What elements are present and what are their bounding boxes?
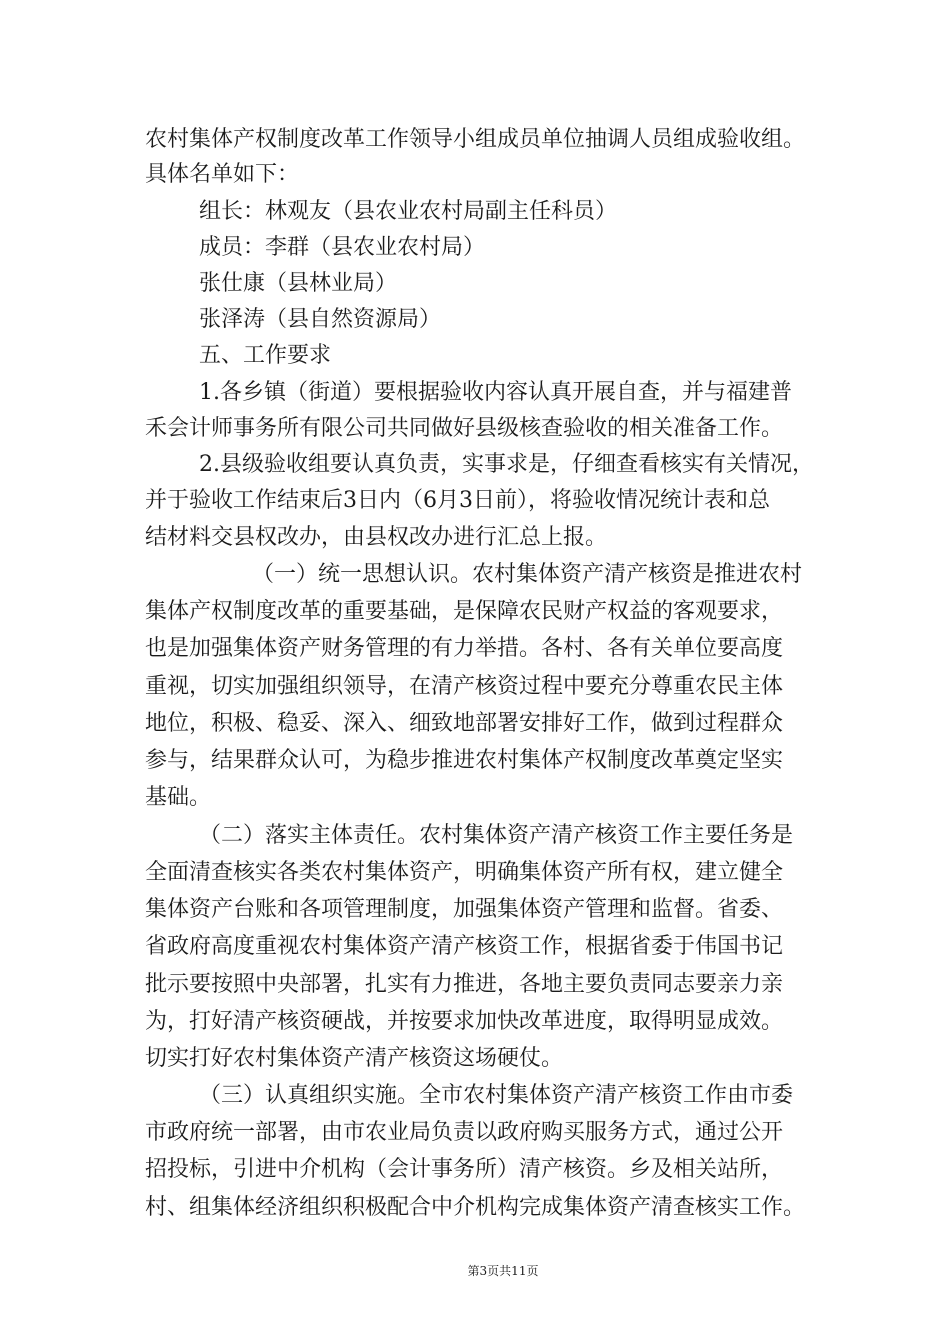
- text-line: 结材料交县权改办，由县权改办进行汇总上报。: [145, 525, 608, 550]
- text-line: 村、组集体经济组织积极配合中介机构完成集体资产清查核实工作。: [145, 1195, 806, 1220]
- text-line: 并于验收工作结束后3日内（6月3日前），将验收情况统计表和总: [145, 488, 770, 513]
- subsection-paragraph-start: （一）统一思想认识。农村集体资产清产核资是推进农村: [252, 562, 803, 587]
- text-line: 全面清查核实各类农村集体资产，明确集体资产所有权，建立健全: [145, 860, 784, 885]
- text-line: 集体资产台账和各项管理制度，加强集体资产管理和监督。省委、: [145, 897, 784, 922]
- page-number-footer: 第3页共11页: [467, 1264, 539, 1278]
- text-line: 农村集体产权制度改革工作领导小组成员单位抽调人员组成验收组。: [145, 127, 806, 152]
- text-line: 地位，积极、稳妥、深入、细致地部署安排好工作，做到过程群众: [145, 711, 784, 736]
- text-line: 张泽涛（县自然资源局）: [199, 307, 442, 332]
- text-line: 成员：李群（县农业农村局）: [199, 235, 486, 260]
- text-line: 市政府统一部署，由市农业局负责以政府购买服务方式，通过公开: [145, 1120, 784, 1145]
- text-line: 基础。: [145, 785, 212, 810]
- text-line: 组长：林观友（县农业农村局副主任科员）: [199, 199, 618, 224]
- section-heading: 五、工作要求: [199, 343, 332, 368]
- text-line: 招投标，引进中介机构（会计事务所）清产核资。乡及相关站所，: [145, 1157, 784, 1182]
- text-line: 也是加强集体资产财务管理的有力举措。各村、各有关单位要高度: [145, 636, 784, 661]
- text-line: 参与，结果群众认可，为稳步推进农村集体产权制度改革奠定坚实: [145, 748, 784, 773]
- text-line: 切实打好农村集体资产清产核资这场硬仗。: [145, 1046, 564, 1071]
- text-line: 重视，切实加强组织领导，在清产核资过程中要充分尊重农民主体: [145, 674, 784, 699]
- text-line: 集体产权制度改革的重要基础，是保障农民财产权益的客观要求，: [145, 599, 784, 624]
- text-line: 张仕康（县林业局）: [199, 271, 398, 296]
- subsection-paragraph-start: （三）认真组织实施。全市农村集体资产清产核资工作由市委: [199, 1083, 794, 1108]
- text-line: 1.各乡镇（街道）要根据验收内容认真开展自查，并与福建普: [199, 380, 792, 405]
- text-line: 具体名单如下：: [145, 162, 300, 187]
- text-line: 2.县级验收组要认真负责，实事求是，仔细查看核实有关情况，: [199, 452, 814, 477]
- text-line: 批示要按照中央部署，扎实有力推进，各地主要负责同志要亲力亲: [145, 972, 784, 997]
- subsection-paragraph-start: （二）落实主体责任。农村集体资产清产核资工作主要任务是: [199, 823, 794, 848]
- text-line: 禾会计师事务所有限公司共同做好县级核查验收的相关准备工作。: [145, 416, 784, 441]
- text-line: 为，打好清产核资硬战，并按要求加快改革进度，取得明显成效。: [145, 1009, 784, 1034]
- text-line: 省政府高度重视农村集体资产清产核资工作，根据省委于伟国书记: [145, 934, 784, 959]
